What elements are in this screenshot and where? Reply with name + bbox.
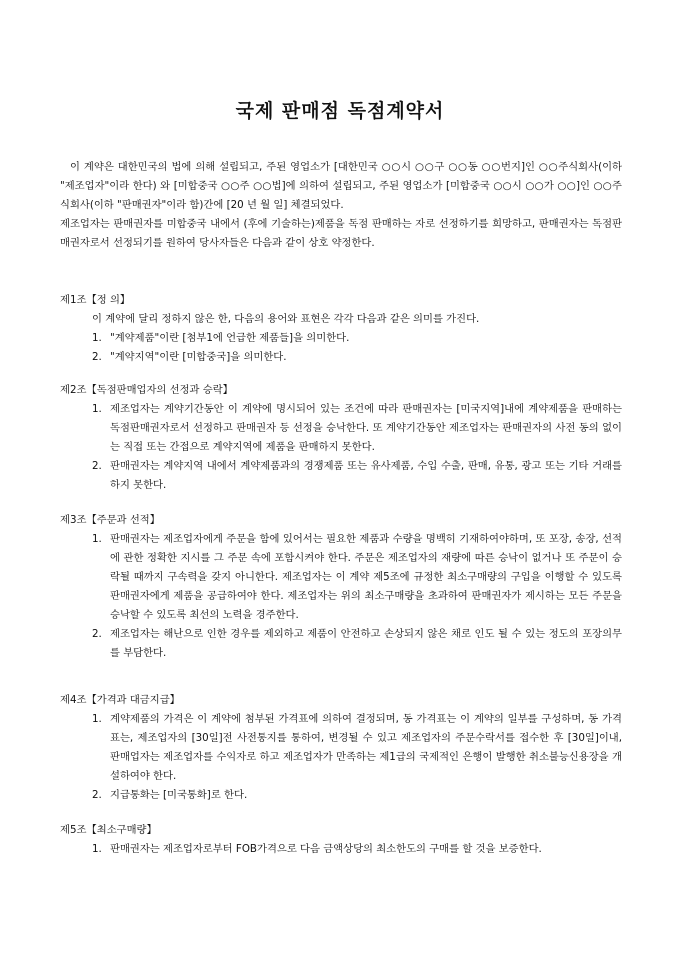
article-heading: 제1조【정 의】 [60,294,131,306]
list-item [92,840,622,859]
item-text: 제조업자는 해난으로 인한 경우를 제외하고 제품이 안전하고 손상되지 않은 채로 인도 될 수 있는 정도의 포장의무를 부담한다. [110,628,622,659]
list-item [92,400,622,457]
article-description: 이 계약에 달리 정하지 않은 한, 다음의 용어와 표현은 각각 다음과 같은 의미를 가진다. [92,313,480,325]
article-heading: 제5조【최소구매량】 [60,824,157,836]
list-item [92,457,622,495]
item-number: 1. [92,332,102,344]
intro-paragraph-2: 제조업자는 판매권자를 미합중국 내에서 (후에 기술하는)제품을 독점 판매하는 자로 선정하기를 희망하고, 판매권자는 독점판매권자로서 선정되기를 원하여 당사자들은 다음과 같이 상호 약정한다. [60,218,622,249]
item-number: 1. [92,533,102,545]
item-number: 1. [92,713,102,725]
list-item [92,710,622,786]
article-4 [60,691,622,805]
article-3 [60,511,622,663]
list-item [92,786,622,805]
list-item [92,348,622,367]
intro-paragraph-1: 이 계약은 대한민국의 법에 의해 설립되고, 주된 영업소가 [대한민국 ○○시 ○○구 ○○동 ○○번지]인 ○○주식회사(이하 "제조업자"이라 한다) 와 [미합중국 ○○주 ○○법]에 의하여 설립되고, 주된 영업소가 [미합중국 ○○시 ○○가 ○○]인 ○○주식회사(이하 "판매권자"이라 함)간에 [20 년 월 일] 체결되었다. [60,161,622,211]
article-heading: 제2조【독점판매업자의 선정과 승락】 [60,384,233,396]
list-item [92,530,622,625]
article-1 [60,291,622,367]
item-number: 2. [92,351,102,363]
item-text: 판매권자는 제조업자에게 주문을 함에 있어서는 필요한 제품과 수량을 명백히 기재하여야하며, 또 포장, 송장, 선적에 관한 정확한 지시를 그 주문 속에 포함시켜야 한다. 주문은 제조업자의 재량에 따른 승낙이 없거나 또 주문이 승락될 때까지 구속력을 갖지 아니한다. 제조업자는 이 계약 제5조에 규정한 최소구매량의 구입을 이행할 수 있도록 판매권자에게 제품을 공급하여야 한다. 제조업자는 위의 최소구매량을 초과하여 판매권자가 제시하는 모든 주문을 승낙할 수 있도록 최선의 노력을 경주한다. [110,533,622,621]
item-text: "계약지역"이란 [미합중국]을 의미한다. [110,351,287,363]
article-heading: 제3조【주문과 선적】 [60,514,161,526]
item-number: 1. [92,403,102,415]
item-number: 2. [92,628,102,640]
item-text: "계약제품"이란 [첨부1에 언급한 제품들]을 의미한다. [110,332,350,344]
item-text: 제조업자는 계약기간동안 이 계약에 명시되어 있는 조건에 따라 판매권자는 [미국지역]내에 계약제품을 판매하는 독점판매권자로서 선정하고 판매권자 등 선정을 승낙한다. 또 계약기간동안 제조업자는 판매권자의 사전 동의 없이는 직접 또는 간접으로 계약지역에 제품을 판매하지 못한다. [110,403,622,453]
document-title: 국제 판매점 독점계약서 [235,100,445,122]
article-2 [60,381,622,495]
item-text: 판매권자는 계약지역 내에서 계약제품과의 경쟁제품 또는 유사제품, 수입 수출, 판매, 유통, 광고 또는 기타 거래를 하지 못한다. [110,460,622,491]
intro-section [60,158,622,253]
list-item [92,329,622,348]
item-number: 2. [92,789,102,801]
article-heading: 제4조【가격과 대금지급】 [60,694,180,706]
item-number: 1. [92,843,102,855]
list-item [92,625,622,663]
item-text: 지급통화는 [미국통화]로 한다. [110,789,248,801]
item-text: 계약제품의 가격은 이 계약에 첨부된 가격표에 의하여 결정되며, 동 가격표는 이 계약의 일부를 구성하며, 동 가격표는, 제조업자의 [30일]전 사전통지를 통하여, 변경될 수 있고 제조업자의 주문수락서를 접수한 후 [30일]이내, 판매업자는 제조업자를 수익자로 하고 제조업자가 만족하는 제1급의 국제적인 은행이 발행한 취소불능신용장을 개설하여야 한다. [110,713,622,782]
article-5 [60,821,622,859]
item-text: 판매권자는 제조업자로부터 FOB가격으로 다음 금액상당의 최소한도의 구매를 할 것을 보증한다. [110,843,542,855]
item-number: 2. [92,460,102,472]
